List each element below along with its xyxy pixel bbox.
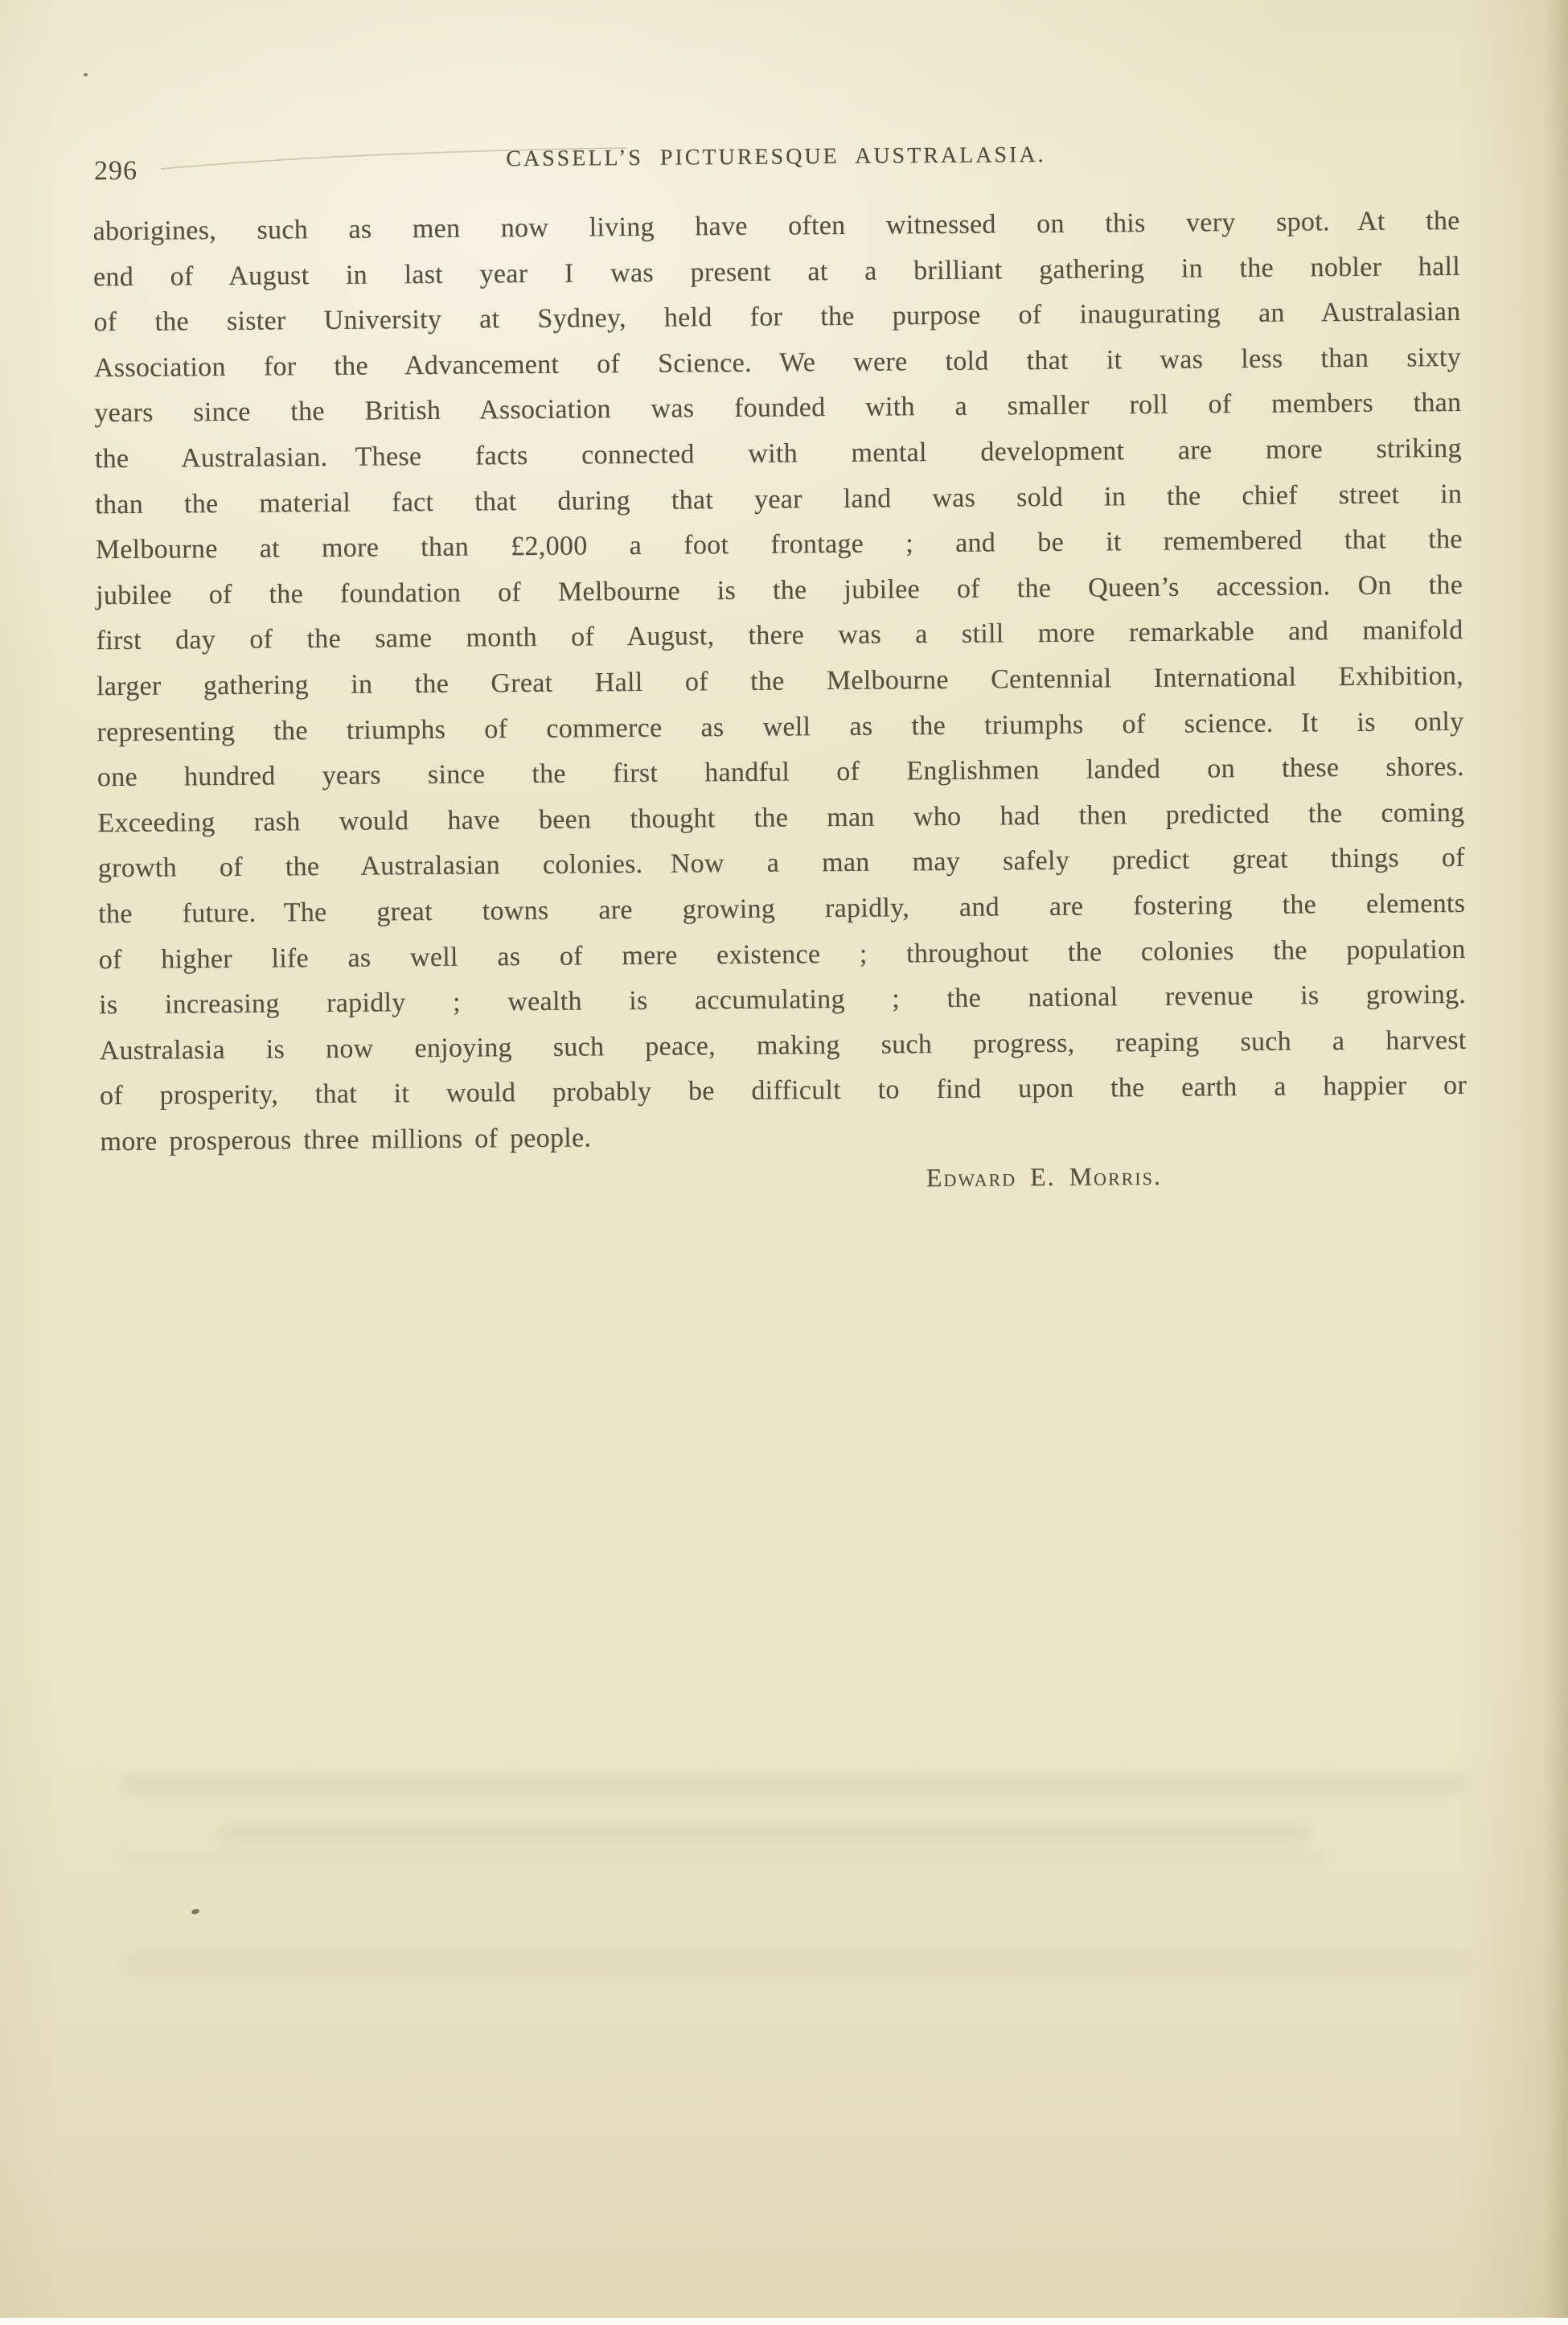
text-line: Australasia is now enjoying such peace, making such progress, reaping such a harvest <box>99 1025 1467 1066</box>
text-line: more prosperous three millions of people. <box>100 1123 592 1157</box>
text-line: larger gathering in the Great Hall of the Melbourne Centennial International Exhibition, <box>96 660 1464 702</box>
text-line: growth of the Australasian colonies. Now a man may safely predict great things of <box>97 843 1465 884</box>
text-line: first day of the same month of August, there was a still more remarkable and manifold <box>96 615 1463 656</box>
text-line: one hundred years since the first handful of Englishmen landed on these shores. <box>96 752 1465 793</box>
text-line: Exceeding rash would have been thought the man who had then predicted the coming <box>97 797 1465 839</box>
bleed-through-mark <box>217 1824 1311 1842</box>
page-content <box>92 139 1467 1200</box>
text-line: years since the British Association was founded with a smaller roll of members than <box>94 388 1462 429</box>
running-title: CASSELL’S PICTURESQUE AUSTRALASIA. <box>506 142 1046 172</box>
text-line: representing the triumphs of commerce as well as the triumphs of science. It is only <box>96 706 1464 747</box>
page-bottom-edge <box>0 2318 1568 2325</box>
page-number: 296 <box>93 155 138 187</box>
text-line: jubilee of the foundation of Melbourne is the jubilee of the Queen’s accession. On the <box>96 569 1463 611</box>
bleed-through-mark <box>121 1850 1327 1866</box>
text-line: the future. The great towns are growing rapidly, and are fostering the elements <box>98 888 1466 930</box>
text-line: of higher life as well as of mere existence ; throughout the colonies the population <box>98 934 1466 975</box>
ink-speck <box>84 73 88 76</box>
ink-speck <box>191 1908 199 1915</box>
text-line: Association for the Advancement of Science. We were told that it was less than sixty <box>93 342 1462 384</box>
bleed-through-mark <box>121 1953 1472 1972</box>
text-line: Melbourne at more than £2,000 a foot frontage ; and be it remembered that the <box>95 524 1463 565</box>
text-line: than the material fact that during that year land was sold in the chief street in <box>95 479 1463 520</box>
text-line: aborigines, such as men now living have often witnessed on this very spot. At the <box>92 205 1460 247</box>
text-line: end of August in last year I was present at a brilliant gathering in the nobler hall <box>92 251 1461 292</box>
body-text <box>92 199 1467 1165</box>
text-line: of the sister University at Sydney, held for the purpose of inaugurating an Australasian <box>93 297 1461 338</box>
text-line: is increasing rapidly ; wealth is accumulating ; the national revenue is growing. <box>99 980 1467 1021</box>
text-line: of prosperity, that it would probably be difficult to find upon the earth a happier or <box>99 1070 1467 1111</box>
author-signature: Edward E. Morris. <box>926 1161 1163 1193</box>
bleed-through-mark <box>121 1774 1472 1795</box>
page-header <box>92 139 1459 190</box>
text-line: the Australasian. These facts connected with mental development are more striking <box>94 433 1462 474</box>
